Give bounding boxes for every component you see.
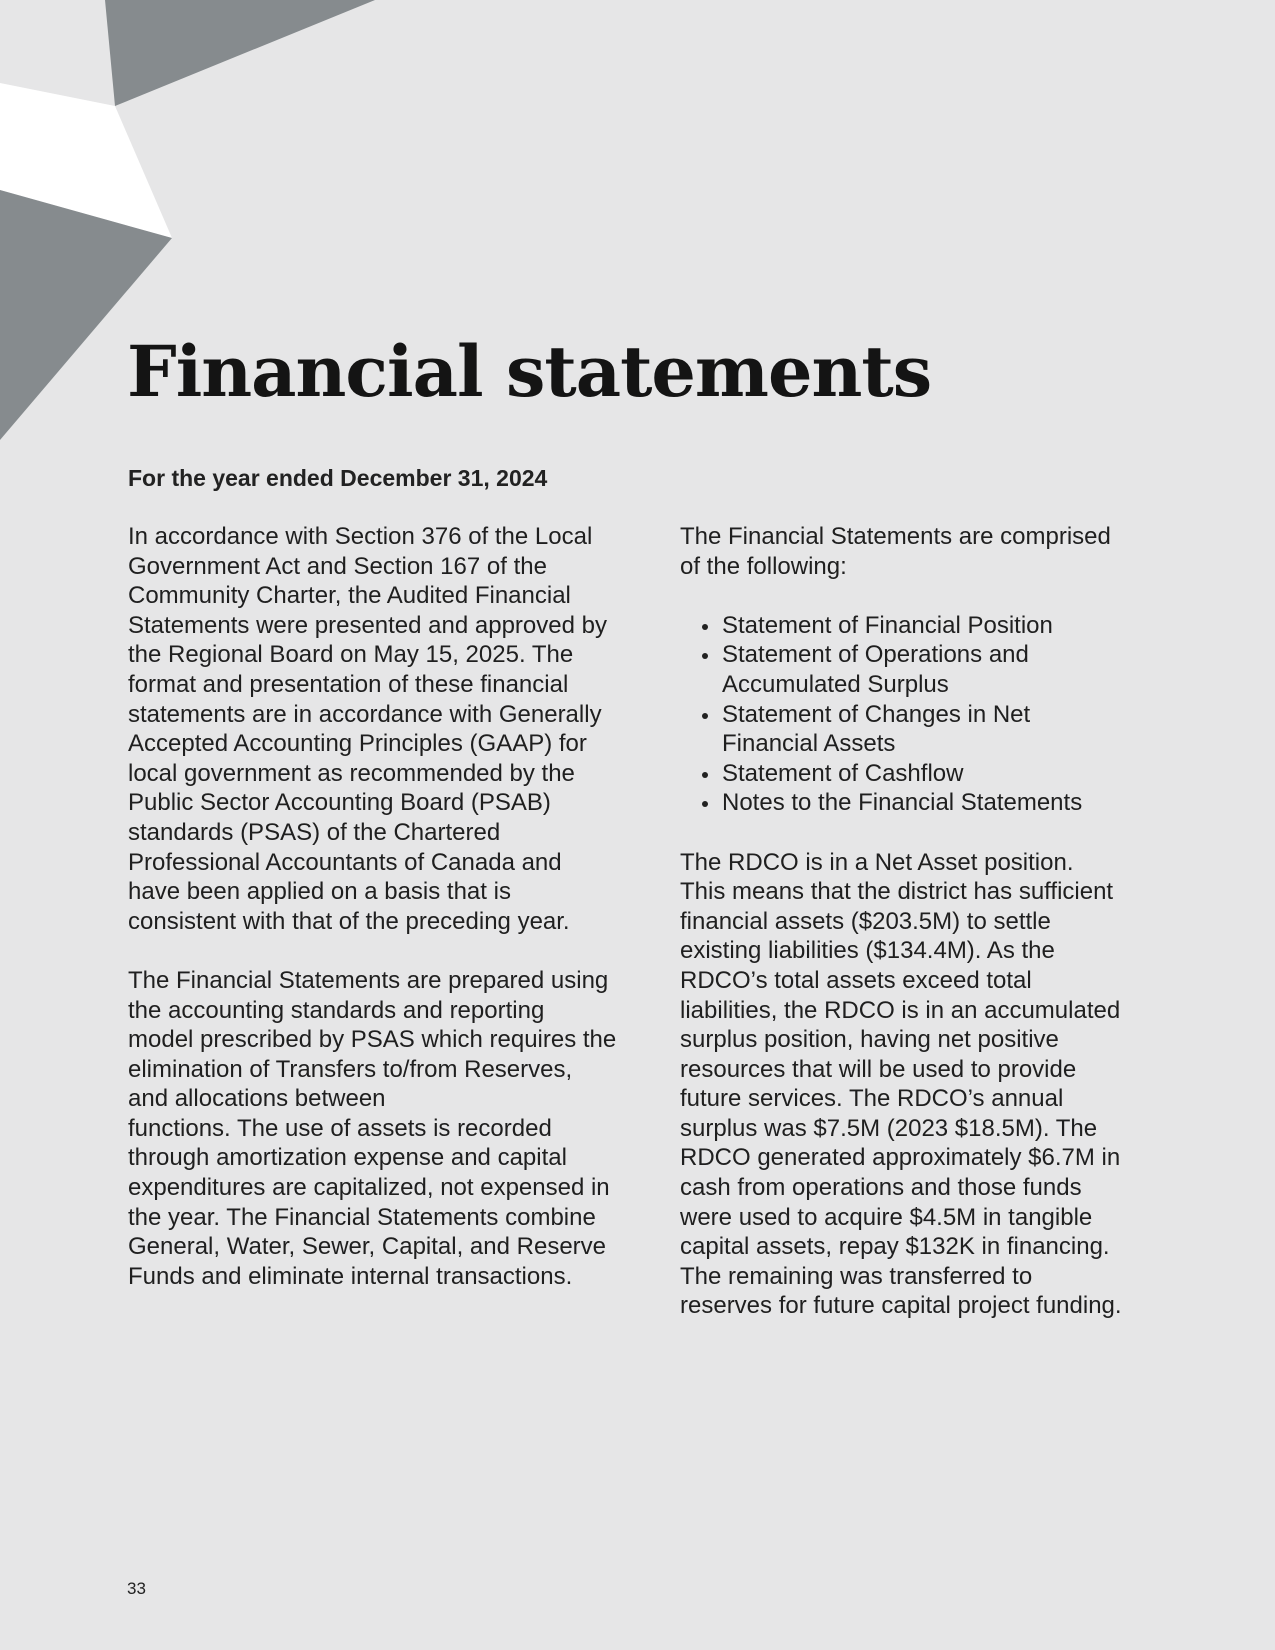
text-line: model prescribed by PSAS which requires the [128,1026,617,1054]
list-item-text: Statement of Financial Position [722,611,1053,639]
list-item-text: Statement of Changes in Net [722,700,1031,728]
text-line: existing liabilities ($134.4M). As the [680,937,1055,965]
text-line: reserves for future capital project funding. [680,1292,1122,1320]
text-line: RDCO’s total assets exceed total [680,966,1032,994]
text-line: expenditures are capitalized, not expensed in [128,1174,610,1202]
text-line: statements are in accordance with Generally [128,700,602,728]
list-item [722,788,1200,818]
page-number: 33 [127,1579,146,1598]
text-line: Public Sector Accounting Board (PSAB) [128,789,551,817]
text-line: General, Water, Sewer, Capital, and Reserve [128,1233,607,1261]
decor-top-gray-shape [105,0,375,106]
text-line: liabilities, the RDCO is in an accumulated [680,996,1121,1024]
text-line: consistent with that of the preceding year. [128,907,570,935]
text-line: Statements were presented and approved by [128,611,607,639]
right-column [680,522,1200,1351]
text-line: format and presentation of these financial [128,670,569,698]
page-title: Financial statements [127,330,932,413]
list-item-text: Notes to the Financial Statements [722,789,1083,817]
text-line: the accounting standards and reporting [128,996,545,1024]
statements-list [680,611,1200,818]
text-line: financial assets ($203.5M) to settle [680,907,1051,935]
text-line: capital assets, repay $132K in financing. [680,1233,1110,1261]
list-item-text: Statement of Operations and [722,641,1029,669]
text-line: The remaining was transferred to [680,1262,1033,1290]
text-line: through amortization expense and capital [128,1144,567,1172]
text-line: cash from operations and those funds [680,1174,1082,1202]
approval-paragraph [128,522,648,936]
statements-intro [680,522,1200,581]
list-item-text: Financial Assets [722,730,896,758]
left-column [128,522,648,1321]
text-line: local government as recommended by the [128,759,575,787]
text-line: Community Charter, the Audited Financial [128,582,571,610]
text-line: RDCO generated approximately $6.7M in [680,1144,1121,1172]
text-line: elimination of Transfers to/from Reserves, [128,1055,573,1083]
list-item [722,759,1200,789]
list-item-text: Statement of Cashflow [722,759,964,787]
page-subtitle: For the year ended December 31, 2024 [128,465,548,491]
text-line: This means that the district has sufficient [680,878,1114,906]
list-item [722,611,1200,641]
text-line: were used to acquire $4.5M in tangible [680,1203,1093,1231]
standards-paragraph [128,966,648,1292]
text-line: In accordance with Section 376 of the Local [128,523,593,550]
text-line: Professional Accountants of Canada and [128,848,562,876]
text-line: The Financial Statements are prepared using [128,966,609,994]
text-line: resources that will be used to provide [680,1055,1077,1083]
text-line: the Regional Board on May 15, 2025. The [128,641,574,669]
text-line: functions. The use of assets is recorded [128,1114,552,1142]
net-asset-paragraph [680,848,1200,1322]
text-line: have been applied on a basis that is [128,878,511,906]
text-line: and allocations between [128,1085,386,1113]
text-line: of the following: [680,552,847,580]
list-item [722,700,1200,759]
text-line: The Financial Statements are comprised [680,523,1111,550]
text-line: Accepted Accounting Principles (GAAP) for [128,730,587,758]
text-line: standards (PSAS) of the Chartered [128,818,501,846]
text-line: The RDCO is in a Net Asset position. [680,848,1074,876]
text-line: Funds and eliminate internal transactions. [128,1262,573,1290]
list-item-text: Accumulated Surplus [722,670,949,698]
text-line: the year. The Financial Statements combine [128,1203,596,1231]
text-line: Government Act and Section 167 of the [128,552,547,580]
text-line: future services. The RDCO’s annual [680,1085,1064,1113]
text-line: surplus was $7.5M (2023 $18.5M). The [680,1114,1098,1142]
list-item [722,640,1200,699]
text-line: surplus position, having net positive [680,1026,1059,1054]
